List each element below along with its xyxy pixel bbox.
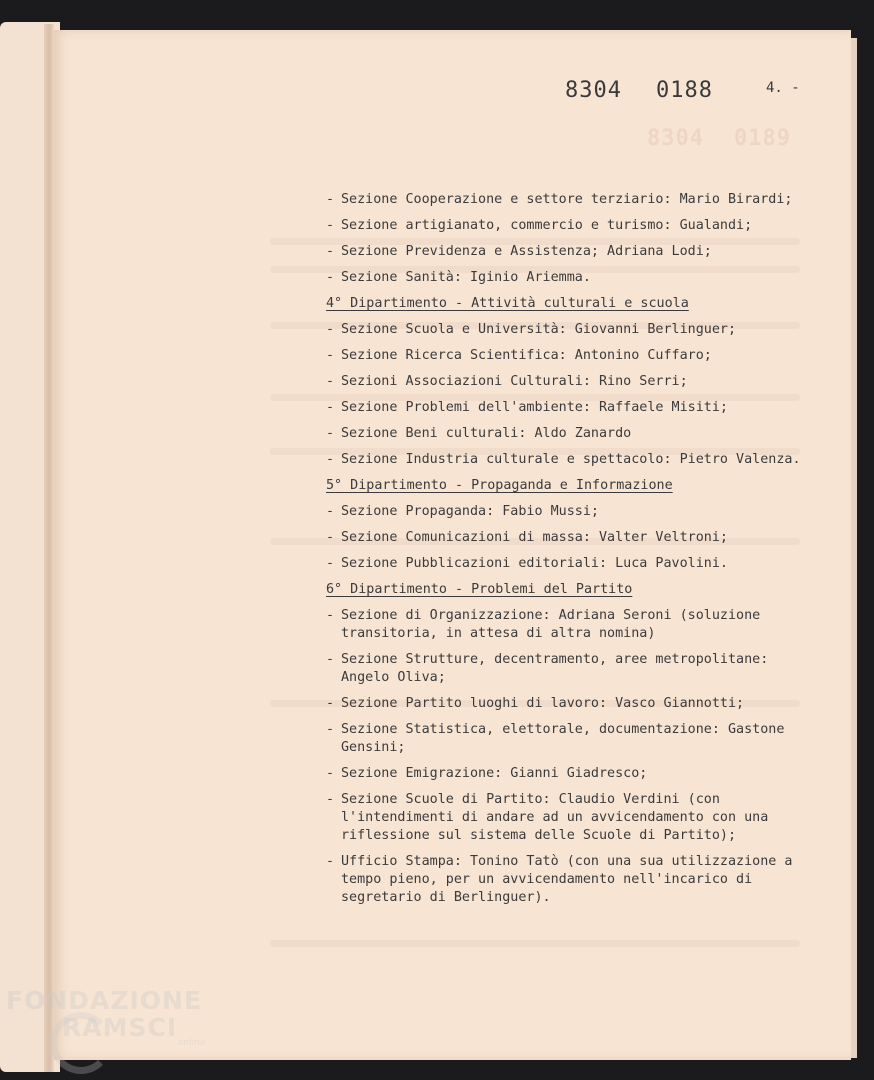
ghost-ref-part2: 0189 [733,126,791,151]
dash-bullet: - [326,270,335,285]
watermark-line2: RAMSCI [62,1013,178,1042]
dash-bullet: - [326,192,335,207]
list-item [326,853,821,907]
list-item-text: Sezione Scuola e Università: Giovanni Berlinguer; [341,322,737,337]
reference-part2: 0188 [655,78,713,103]
list-item-text: Ufficio Stampa: Tonino Tatò (con una sua utilizzazione a tempo pieno, per un avvicendamento nell'incarico di segretario di Berlinguer). [341,854,793,905]
list-item [326,399,821,417]
list-item-text: Sezione Strutture, decentramento, aree metropolitane: Angelo Oliva; [341,652,769,685]
page-edge [851,38,857,1058]
list-item [326,607,821,643]
document-reference [565,78,713,103]
watermark-online: online [178,1038,206,1048]
watermark-line1: FONDAZIONE [6,986,203,1015]
list-item [326,765,821,783]
list-item [326,721,821,757]
list-item [326,217,821,235]
bleed-through-line [270,940,800,947]
watermark-logo [6,986,205,1048]
list-item [326,321,821,339]
watermark-g-icon [50,1012,112,1074]
list-item-text: Sezione Previdenza e Assistenza; Adriana Lodi; [341,244,712,259]
dash-bullet: - [326,696,335,711]
list-item [326,191,821,209]
dash-bullet: - [326,374,335,389]
list-item-text: Sezione Sanità: Iginio Ariemma. [341,270,591,285]
dash-bullet: - [326,452,335,467]
list-item [326,651,821,687]
list-item-text: Sezione Ricerca Scientifica: Antonino Cuffaro; [341,348,712,363]
dash-bullet: - [326,854,335,869]
dash-bullet: - [326,426,335,441]
dash-bullet: - [326,504,335,519]
list-item-text: Sezione Partito luoghi di lavoro: Vasco Giannotti; [341,696,745,711]
dash-bullet: - [326,322,335,337]
list-item-text: Sezione Pubblicazioni editoriali: Luca Pavolini. [341,556,728,571]
department-heading: 4° Dipartimento - Attività culturali e scuola [326,296,689,311]
dash-bullet: - [326,652,335,667]
list-item [326,347,821,365]
dash-bullet: - [326,530,335,545]
list-item-text: Sezione Industria culturale e spettacolo: Pietro Valenza. [341,452,801,467]
list-item [326,425,821,443]
list-item-text: Sezione di Organizzazione: Adriana Seroni (soluzione transitoria, in attesa di altra nomina) [341,608,761,641]
dash-bullet: - [326,792,335,807]
list-item-text: Sezione Cooperazione e settore terziario: Mario Birardi; [341,192,793,207]
dash-bullet: - [326,722,335,737]
list-item [326,451,821,469]
dash-bullet: - [326,608,335,623]
list-item [326,373,821,391]
department-heading: 6° Dipartimento - Problemi del Partito [326,582,633,597]
list-item-text: Sezione Propaganda: Fabio Mussi; [341,504,599,519]
page-number: 4. - [766,80,800,96]
list-item [326,555,821,573]
list-item-text: Sezione Emigrazione: Gianni Giadresco; [341,766,648,781]
document-body [326,191,821,915]
list-item [326,243,821,261]
list-item [326,503,821,521]
list-item-text: Sezione Statistica, elettorale, documentazione: Gastone Gensini; [341,722,785,755]
list-item-text: Sezione Scuole di Partito: Claudio Verdini (con l'intendimenti di andare ad un avvicendamento con una riflessione sul sistema delle Scuole di Partito); [341,792,769,843]
list-item [326,269,821,287]
list-item-text: Sezione Beni culturali: Aldo Zanardo [341,426,632,441]
list-item [326,791,821,845]
dash-bullet: - [326,400,335,415]
department-heading: 5° Dipartimento - Propaganda e Informazione [326,478,673,493]
dash-bullet: - [326,766,335,781]
dash-bullet: - [326,244,335,259]
list-item [326,695,821,713]
book-binding [44,24,54,1072]
list-item-text: Sezione Comunicazioni di massa: Valter Veltroni; [341,530,728,545]
bleed-through-reference [647,126,791,151]
list-item [326,529,821,547]
reference-part1: 8304 [565,78,622,103]
list-item-text: Sezioni Associazioni Culturali: Rino Serri; [341,374,688,389]
dash-bullet: - [326,348,335,363]
list-item-text: Sezione artigianato, commercio e turismo: Gualandi; [341,218,753,233]
list-item-text: Sezione Problemi dell'ambiente: Raffaele Misiti; [341,400,728,415]
dash-bullet: - [326,556,335,571]
ghost-ref-part1: 8304 [647,126,704,151]
dash-bullet: - [326,218,335,233]
